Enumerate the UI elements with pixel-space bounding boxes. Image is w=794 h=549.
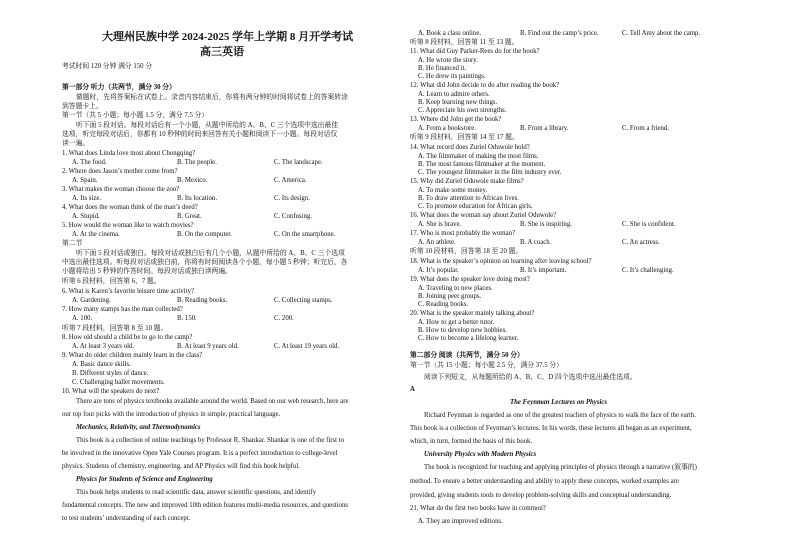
option-b: B. 150. (177, 315, 197, 322)
option-a: A. Stupid. (72, 213, 100, 220)
option-b: B. On the computer. (177, 231, 232, 238)
passage-text: our top four picks with the introduction of physics in simple, practical language. (62, 411, 281, 418)
option-a: A. He wrote the story. (418, 57, 478, 64)
section2-instruction: 听下面 5 段对话或独白。每段对话或独白后有几个小题，从题中所给的 A、B、C 三个选项 (76, 250, 345, 257)
option-c: C. The youngest filmmaker in the film industry ever. (418, 169, 562, 176)
option-a: A. An athlete. (418, 239, 456, 246)
passage-text: to test students’ understanding of each concept. (62, 515, 191, 522)
passage-text: method. To ensure a better understanding and ability to apply these concepts, worked examples are (410, 478, 679, 485)
part2-instruction: 阅读下列短文，从每题所给的 A、B、C、D 四个选项中选出最佳选项。 (424, 374, 637, 381)
option-a: A. At least 3 years old. (72, 343, 135, 350)
option-c: C. She is confident. (622, 221, 676, 228)
material-note: 听第 6 段材料，回答第 6、7 题。 (62, 278, 161, 285)
passage-text: physics. Students of chemistry, engineering, and AP Physics will find this book helpful. (62, 463, 300, 470)
option-c: C. It’s challenging. (622, 267, 674, 274)
section2-instruction: 中选出最佳选项。听每段对话或独白前，你将有时间阅读各个小题，每小题 5 秒钟；听完后，各 (62, 259, 348, 266)
question: 6. What is Karen’s favorite leisure time activity? (62, 288, 194, 295)
question: 21. What do the first two books have in common? (410, 505, 546, 512)
option-a: A. 100. (72, 315, 93, 322)
passage-text: provided, giving students tools to develop problem-solving skills and conceptual understanding. (410, 492, 672, 499)
option-c: C. Collecting stamps. (274, 297, 333, 304)
option-c: C. How to become a lifelong learner. (418, 335, 519, 342)
option-b: B. Mexico. (177, 177, 208, 184)
option-a: A. Spain. (72, 177, 98, 184)
book-title: University Physics with Modern Physics (424, 451, 537, 458)
option-b: B. Its location. (177, 195, 218, 202)
question: 18. What is the speaker’s opinion on learning after leaving school? (410, 258, 592, 265)
option-a: A. She is brave. (418, 221, 462, 228)
option-c: C. To promote education for African girls. (418, 203, 533, 210)
option-a: A. At the cinema. (72, 231, 120, 238)
option-b: B. Keep learning new things. (418, 99, 498, 106)
option-c: C. Tell Amy about the camp. (622, 30, 701, 37)
option-b: B. Great. (177, 213, 202, 220)
option-c: C. On the smartphone. (274, 231, 336, 238)
material-note: 听第 7 段材料，回答第 8 至 10 题。 (62, 325, 168, 332)
question: 5. How would the woman like to watch movies? (62, 222, 194, 229)
question: 15. Why did Zuriel Oduwole make films? (410, 178, 524, 185)
option-b: B. Find out the camp’s price. (520, 30, 599, 37)
part1-instruction: 到答题卡上。 (62, 103, 103, 110)
exam-info: 考试时间 120 分钟 满分 150 分 (62, 63, 153, 70)
option-c: C. An actress. (622, 239, 660, 246)
passage-text: This book is a collection of online teachings by Professor R. Shankar. Shankar is one of the first to (76, 437, 345, 444)
question: 2. Where does Jason’s mother come from? (62, 168, 178, 175)
material-note: 听第 9 段材料，回答第 14 至 17 题。 (410, 134, 519, 141)
passage-text: This book helps students to read scientific data, answer scientific questions, and identify (76, 489, 317, 496)
passage-text: which, in turn, formed the basis of this book. (410, 438, 533, 445)
option-c: C. Reading books. (418, 301, 469, 308)
option-c: C. America. (274, 177, 307, 184)
book-title: Physics for Students of Science and Engineering (76, 476, 213, 483)
question: 10. What will the speakers do next? (62, 388, 160, 395)
option-a: A. Gardening. (72, 297, 111, 304)
question: 12. What did John decide to do after reading the book? (410, 82, 560, 89)
question: 7. How many stamps has the man collected? (62, 306, 183, 313)
book-title: Mechanics, Relativity, and Thermodynamics (76, 424, 201, 431)
option-a: A. How to get a better tutor. (418, 319, 495, 326)
exam-subtitle: 高三英语 (200, 46, 244, 58)
passage-label: A (410, 386, 415, 393)
question: 9. What do older children mainly learn in the class? (62, 352, 203, 359)
passage-text: be involved in the innovative Open Yale Courses program. It is a perfect introduction to college-level (62, 450, 338, 457)
option-b: B. Reading books. (177, 297, 228, 304)
question: 11. What did Guy Parker-Rees do for the book? (410, 48, 540, 55)
option-a: A. Traveling to new places. (418, 285, 493, 292)
question: 8. How old should a child be to go to the camp? (62, 334, 193, 341)
material-note: 听第 8 段材料，回答第 11 至 13 题。 (410, 39, 519, 46)
option-b: B. A coach. (520, 239, 552, 246)
part1-heading: 第一部分 听力（共两节，满分 30 分） (62, 84, 176, 91)
option-c: C. He drew its paintings. (418, 73, 486, 80)
option-a: A. To make some money. (418, 187, 488, 194)
option-a: A. Learn to admire others. (418, 91, 490, 98)
part2-section1-heading: 第一节（共 15 小题；每小题 2.5 分，满分 37.5 分） (410, 362, 563, 369)
option-a: A. From a bookstore. (418, 125, 476, 132)
question: 20. What is the speaker mainly talking about? (410, 310, 535, 317)
option-b: B. The people. (177, 159, 217, 166)
option-a: A. They are improved editions. (418, 518, 503, 525)
section1-instruction: 听下面 5 段对话。每段对话后有一个小题，从题中所给的 A、B、C 三个选项中选出最佳 (76, 122, 339, 129)
question: 14. What record does Zuriel Oduwole hold? (410, 144, 530, 151)
section1-instruction: 选项，听完每段对话后，你都有 10 秒钟的时间来回答有关小题和阅读下一小题。每段对话仅 (62, 131, 338, 138)
passage-text: This book is a collection of Feynman’s lectures. In his words, these lectures all began as an experiment, (410, 425, 692, 432)
option-a: A. Basic dance skills. (72, 361, 131, 368)
option-b: B. To draw attention to African lives. (418, 195, 519, 202)
option-b: B. Different styles of dance. (72, 370, 149, 377)
option-a: A. The food. (72, 159, 107, 166)
exam-title: 大理州民族中学 2024-2025 学年上学期 8 月开学考试 (102, 31, 354, 43)
option-b: B. He financed it. (418, 65, 467, 72)
option-a: A. Its size. (72, 195, 102, 202)
part2-heading: 第二部分 阅读（共两节，满分 50 分） (410, 352, 524, 359)
question: 17. Who is most probably the woman? (410, 230, 516, 237)
option-c: C. Its design. (274, 195, 310, 202)
question: 16. What does the woman say about Zuriel Oduwole? (410, 212, 557, 219)
option-b: B. The most famous filmmaker at the moment. (418, 161, 546, 168)
option-c: C. The landscape. (274, 159, 323, 166)
section1-heading: 第一节（共 5 小题；每小题 1.5 分，满分 7.5 分） (62, 112, 209, 119)
option-c: C. From a friend. (622, 125, 670, 132)
question: 1. What does Linda love most about Chongqing? (62, 150, 196, 157)
question: 4. What does the woman think of the man’s deed? (62, 204, 198, 211)
section2-heading: 第二节 (62, 240, 83, 247)
option-a: A. It’s popular. (418, 267, 459, 274)
option-c: C. Appreciate his own strengths. (418, 107, 507, 114)
option-c: C. Challenging ballet movements. (72, 379, 165, 386)
section2-instruction: 小题将给出 5 秒钟的作答时间。每段对话或独白读两遍。 (62, 268, 232, 275)
question: 3. What makes the woman choose the zoo? (62, 186, 180, 193)
book-title: The Feynman Lectures on Physics (510, 399, 608, 406)
material-note: 听第 10 段材料，回答第 18 至 20 题。 (410, 248, 523, 255)
passage-text: fundamental concepts. The new and improved 10th edition features multi-media resources, and questions (62, 502, 349, 509)
option-b: B. At least 9 years old. (177, 343, 239, 350)
option-c: C. 200. (274, 315, 294, 322)
option-b: B. From a library. (520, 125, 569, 132)
option-c: C. Confusing. (274, 213, 312, 220)
passage-text: Richard Feynman is regarded as one of the greatest teachers of physics to walk the face of the earth. (424, 412, 696, 419)
passage-text: The book is recognized for teaching and applying principles of physics through a narrative (叙事的) (424, 464, 697, 471)
question: 13. Where did John get the book? (410, 116, 502, 123)
question: 19. What does the speaker love doing most? (410, 276, 530, 283)
passage-text: There are tons of physics textbooks available around the world. Based on our web research, here are (76, 398, 349, 405)
part1-instruction: 做题时，先将答案标在试卷上。录音内容结束后，你将有两分钟的时间将试卷上的答案转涂 (76, 94, 348, 101)
option-b: B. Joining peer groups. (418, 293, 482, 300)
option-c: C. At least 19 years old. (274, 343, 340, 350)
section1-instruction: 读一遍。 (62, 140, 90, 147)
option-a: A. Book a class online. (418, 30, 482, 37)
option-b: B. How to develop new hobbies. (418, 327, 507, 334)
option-a: A. The filmmaker of making the most films. (418, 153, 539, 160)
option-b: B. It’s important. (520, 267, 567, 274)
option-b: B. She is inspiring. (520, 221, 572, 228)
